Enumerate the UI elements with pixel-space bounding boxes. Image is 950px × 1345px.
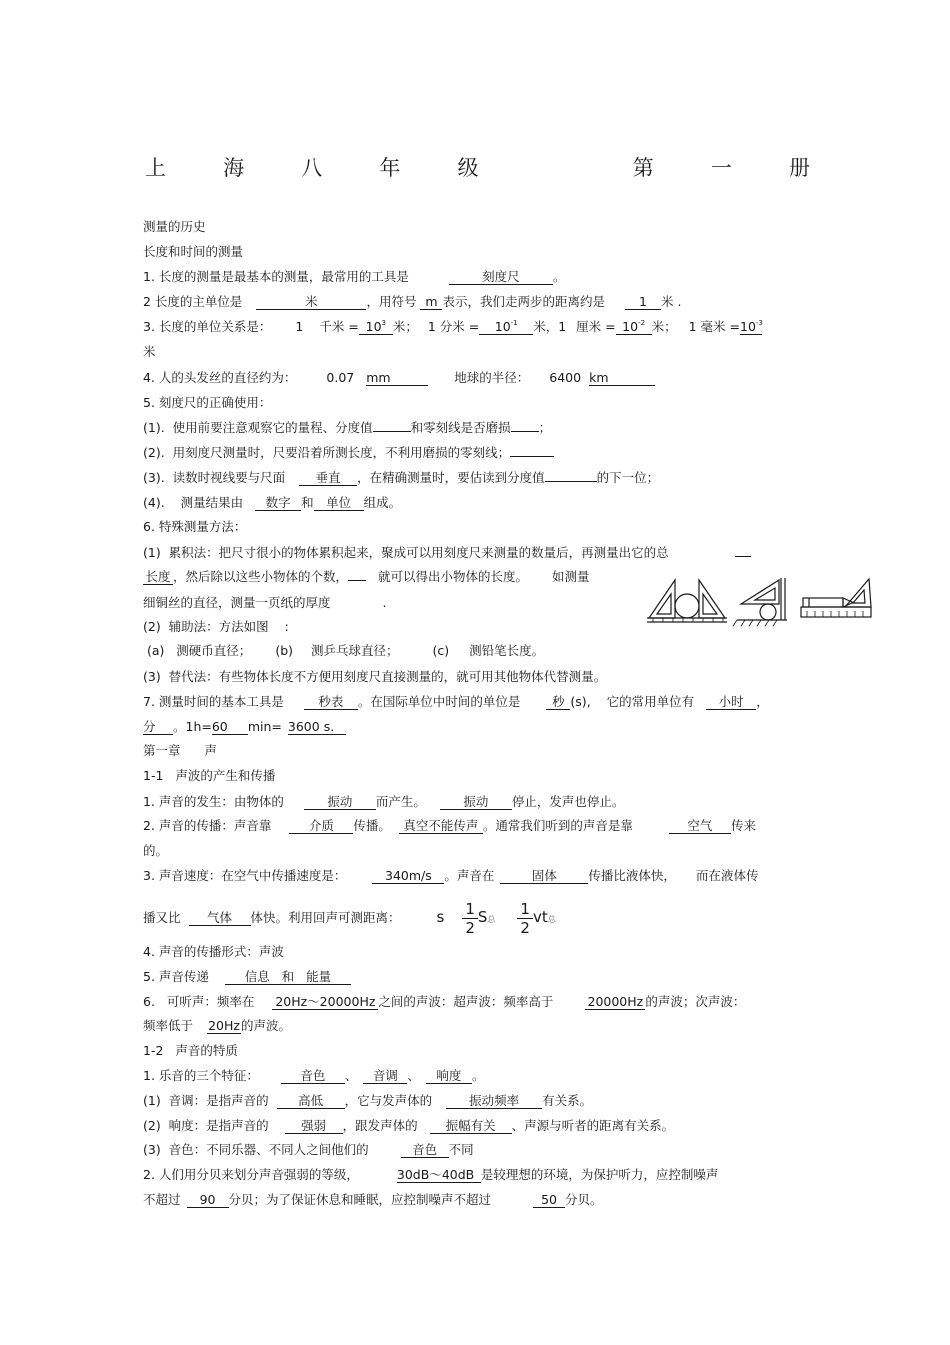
- formula-symbol: s: [436, 908, 445, 926]
- answer-blank: 介质: [289, 819, 353, 834]
- answer-blank: 50: [533, 1193, 565, 1208]
- text-line: 1. 长度的测量是最基本的测量，最常用的工具是 刻度尺 。: [143, 269, 566, 284]
- text-line: (4). 测量结果由 数字 和 单位 组成。: [143, 495, 402, 510]
- pingpong-diameter-diagram: [733, 578, 787, 626]
- answer-blank: 固体: [500, 869, 588, 884]
- answer-blank: [510, 456, 554, 457]
- answer-blank: 强弱: [285, 1119, 343, 1134]
- answer-blank: 秒: [546, 695, 570, 710]
- text-line: 2. 声音的传播：声音靠 介质 传播。 真空不能传声 。通常我们听到的声音是靠 空气 传来: [143, 818, 756, 833]
- section-heading: 长度和时间的测量: [143, 244, 244, 259]
- text-line: (3). 读数时视线要与尺面 垂直 ，在精确测量时，要估读到分度值 的下一位；: [143, 470, 660, 485]
- answer-blank: 数字: [255, 496, 301, 511]
- answer-blank: 340m/s: [372, 869, 444, 884]
- answer-blank: 垂直: [299, 471, 357, 486]
- answer-blank: 信息 和 能量: [225, 970, 351, 985]
- answer-blank: 音色: [401, 1143, 449, 1158]
- formula-fraction: $\frac{1}{2}$: [462, 900, 478, 937]
- answer-blank: km: [589, 371, 655, 386]
- title-char: 上: [145, 156, 166, 180]
- answer-blank: 20Hz: [208, 1018, 240, 1033]
- answer-blank: 3600 s.: [288, 720, 346, 735]
- coin-diameter-diagram: [647, 580, 727, 622]
- text-line: (2) 辅助法：方法如图 :: [143, 619, 289, 634]
- text-line: 的。: [143, 843, 169, 858]
- text-line: 2. 人们用分贝来划分声音强弱的等级， 30dB～40dB 是较理想的环境，为保护听力，应控制噪声: [143, 1167, 719, 1182]
- answer-blank: 音色: [281, 1069, 345, 1084]
- answer-blank: 气体: [189, 911, 251, 926]
- answer-blank: 米: [256, 295, 366, 310]
- answer-blank: 20000Hz: [585, 995, 645, 1010]
- answer-blank: m: [420, 295, 442, 310]
- answer-blank: [545, 481, 597, 482]
- answer-blank: 小时: [706, 695, 756, 710]
- pencil-length-diagram: [801, 579, 871, 617]
- answer-blank: 振动: [440, 795, 512, 810]
- answer-blank: $10^{-3}$: [740, 319, 763, 334]
- section-heading: 1-2 声音的特质: [143, 1043, 238, 1058]
- answer-blank: 振动频率: [446, 1094, 542, 1109]
- title-gap: [536, 152, 576, 182]
- text-line: 6. 可听声：频率在 20Hz～20000Hz 之间的声波：超声波：频率高于 20000Hz 的声波；次声波：: [143, 994, 746, 1009]
- text-line: 分 。1h=60 min= 3600 s.: [143, 719, 346, 735]
- text-line: (3) 替代法：有些物体长度不方便用刻度尺直接测量的，就可用其他物体代替测量。: [143, 669, 607, 684]
- text-line: 2 长度的主单位是 米 ，用符号 m 表示，我们走两步的距离约是 1 米 .: [143, 294, 682, 309]
- answer-blank: 刻度尺: [449, 270, 553, 285]
- answer-blank: 单位: [314, 496, 364, 511]
- answer-blank: 音调: [363, 1069, 407, 1084]
- text-line: (2) 响度：是指声音的 强弱 ，跟发声体的 振幅有关 、声源与听者的距离有关系。: [143, 1118, 675, 1133]
- answer-blank: 30dB～40dB: [397, 1168, 481, 1183]
- formula-fraction: $\frac{1}{2}$: [517, 900, 533, 937]
- text-line: 6. 特殊测量方法：: [143, 519, 247, 534]
- answer-blank: 长度: [143, 570, 173, 585]
- answer-blank: 真空不能传声: [399, 819, 483, 834]
- text-line: 7. 测量时间的基本工具是 秒表 。在国际单位中时间的单位是 秒 (s), 它的常用单位有 小时 ，: [143, 694, 769, 709]
- text-line: 米: [143, 344, 156, 359]
- section-heading: 1-1 声波的产生和传播: [143, 768, 276, 783]
- answer-blank: mm: [366, 371, 428, 386]
- answer-blank: 振幅有关: [430, 1119, 512, 1134]
- measurement-diagrams: [645, 574, 875, 630]
- answer-blank: $10^3$: [359, 320, 393, 335]
- answer-blank: $10^{-2}$: [616, 320, 652, 335]
- text-line: 5. 声音传递 信息 和 能量: [143, 969, 351, 985]
- answer-blank: 空气: [669, 819, 731, 834]
- text-line: 1. 乐音的三个特征： 音色 、 音调 、 响度 。: [143, 1068, 485, 1083]
- answer-blank: 1: [625, 295, 661, 310]
- text-line: 细铜丝的直径，测量一页纸的厚度 .: [143, 595, 387, 610]
- answer-blank: 振动: [304, 795, 376, 810]
- answer-blank: [348, 580, 366, 581]
- answer-blank: 60: [212, 720, 248, 735]
- text-line: 不超过 90 分贝；为了保证休息和睡眠，应控制噪声不超过 50 分贝。: [143, 1192, 603, 1207]
- text-line: (1) 累积法：把尺寸很小的物体累积起来，聚成可以用刻度尺来测量的数量后，再测量出它的总: [143, 545, 751, 561]
- title-char: 年: [379, 156, 401, 180]
- text-line: 长度 ，然后除以这些小物体的个数， 就可以得出小物体的长度。 如测量: [143, 569, 590, 585]
- answer-blank: [511, 431, 539, 432]
- text-line: 频率低于 20Hz的声波。: [143, 1018, 292, 1033]
- chapter-heading: 第一章 声: [143, 743, 217, 758]
- answer-blank: 响度: [426, 1069, 472, 1084]
- title-char: 八: [301, 156, 323, 180]
- page-title: [145, 152, 810, 182]
- answer-blank: [735, 556, 751, 557]
- section-heading: 测量的历史: [143, 219, 206, 234]
- title-char: 第: [632, 156, 654, 180]
- text-line: 3. 长度的单位关系是： 1 千米 = $10^3$ 米； 1 分米 = $10^{-1}$ 米，1 厘米 = $10^{-2}$ 米； 1 毫米 $=10^{-3}$: [143, 319, 763, 334]
- text-line: (2). 用刻度尺测量时，尺要沿着所测长度，不利用磨损的零刻线；: [143, 445, 554, 461]
- answer-blank: 高低: [277, 1094, 345, 1109]
- answer-blank: 秒表: [304, 695, 358, 710]
- answer-blank: 20Hz～20000Hz: [272, 995, 378, 1010]
- answer-blank: $10^{-1}$: [479, 320, 533, 335]
- title-char: 级: [457, 156, 479, 180]
- answer-blank: [373, 431, 411, 432]
- title-char: 海: [223, 156, 245, 180]
- text-line: 4. 声音的传播形式：声波: [143, 944, 284, 959]
- answer-blank: 分: [143, 720, 173, 735]
- text-line: (1). 使用前要注意观察它的量程、分度值 和零刻线是否磨损 ；: [143, 420, 552, 435]
- title-char: 册: [789, 156, 810, 180]
- answer-blank: 90: [187, 1193, 229, 1208]
- text-line: 3. 声音速度：在空气中传播速度是： 340m/s 。声音在 固体 传播比液体快， 而在液体传: [143, 868, 759, 883]
- title-char: 一: [710, 156, 732, 180]
- text-line: (a) 测硬币直径； (b) 测乒乓球直径； (c) 测铅笔长度。: [143, 643, 545, 658]
- text-line: (1) 音调：是指声音的 高低 ，它与发声体的 振动频率 有关系。: [143, 1093, 593, 1108]
- text-line: 1. 声音的发生：由物体的 振动 而产生。 振动 停止，发声也停止。: [143, 794, 625, 809]
- text-line: (3) 音色：不同乐器、不同人之间他们的 音色 不同: [143, 1142, 474, 1157]
- text-line: 4. 人的头发丝的直径约为： 0.07 mm 地球的半径： 6400 km: [143, 370, 655, 386]
- text-line: 5. 刻度尺的正确使用：: [143, 395, 272, 410]
- text-line: 播又比 气体 体快。利用回声可测距离： s $\frac{1}{2}$ S总 $\frac{1}{2}$ vt总: [143, 900, 556, 937]
